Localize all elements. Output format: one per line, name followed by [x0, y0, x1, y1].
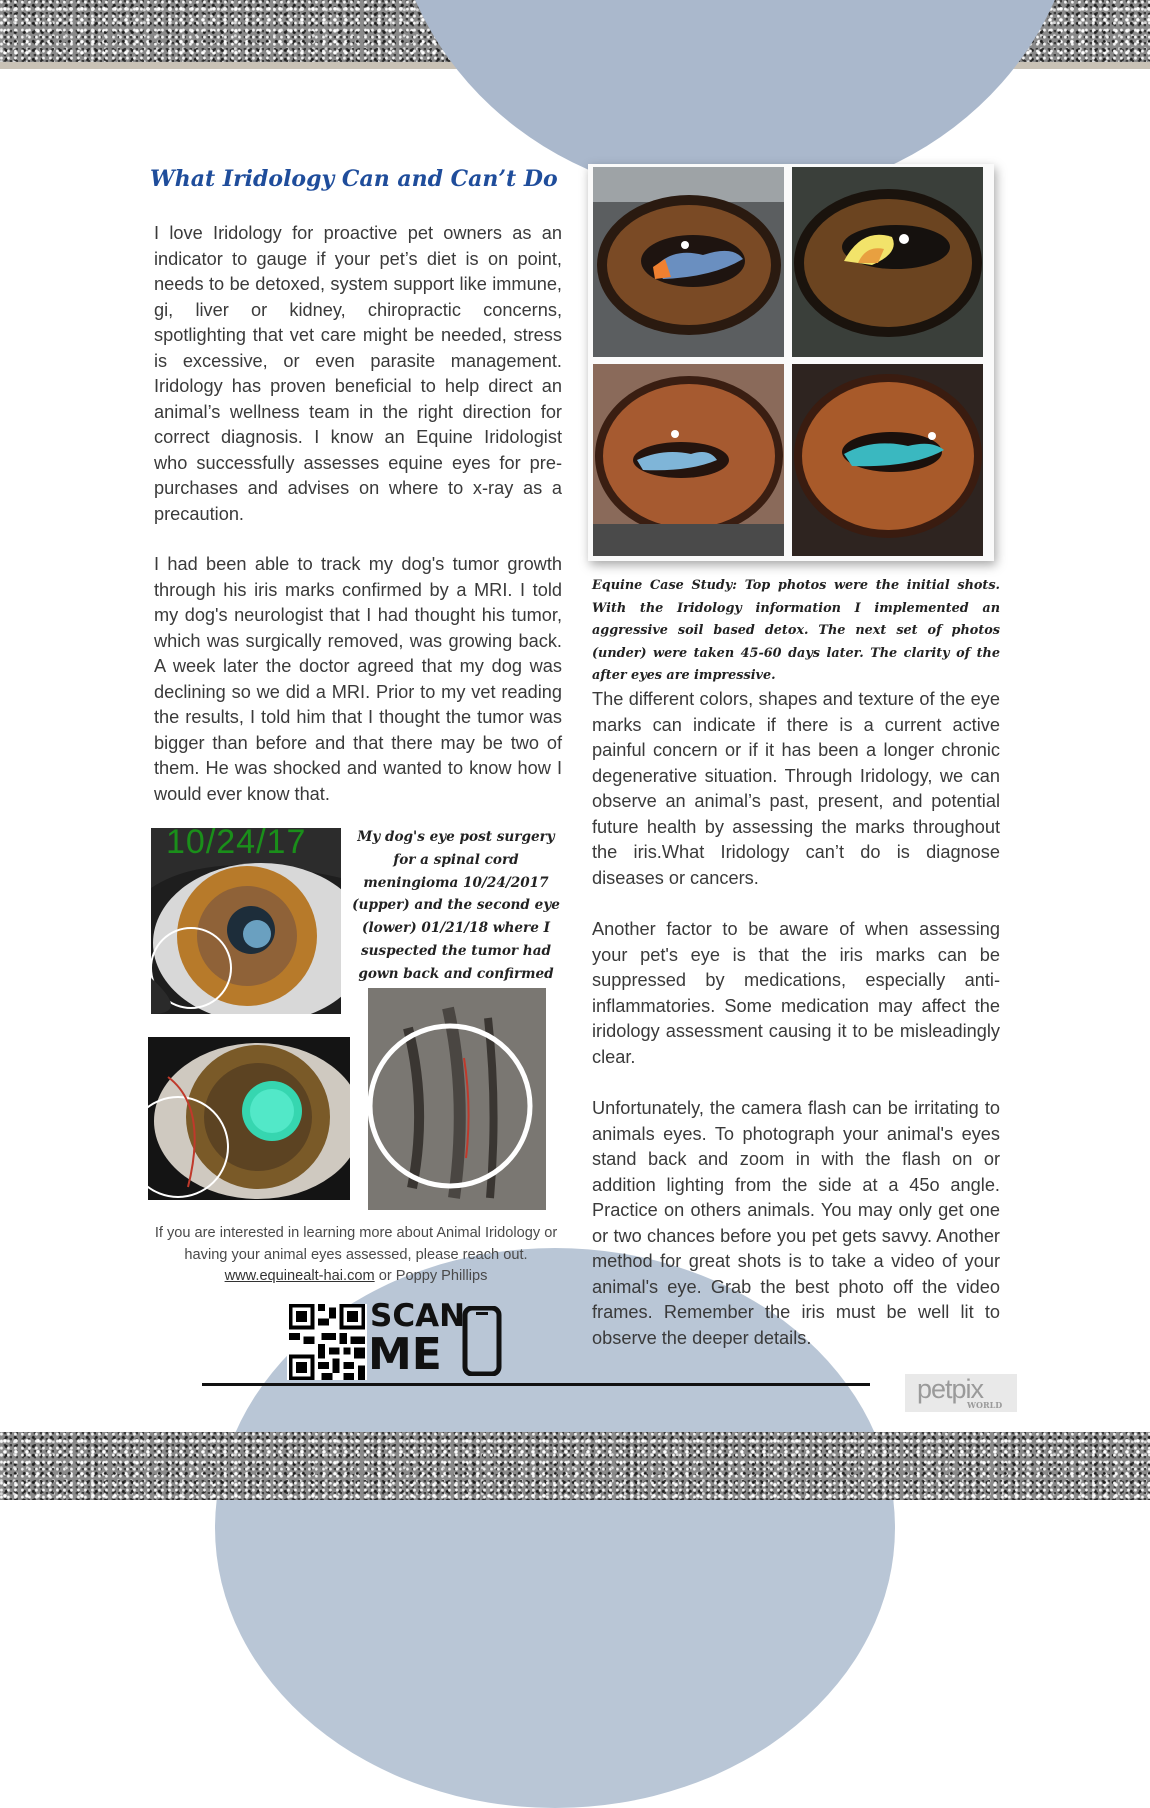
logo-brand: petpix — [917, 1374, 984, 1404]
logo-sub: WORLD — [967, 1400, 1003, 1410]
glitter-border-bottom — [0, 1432, 1150, 1500]
contact-name: or Poppy Phillips — [374, 1268, 488, 1284]
footer-divider — [202, 1383, 870, 1386]
paragraph-dog-story: I had been able to track my dog's tumor growth through his iris marks confirmed by a MRI. I told my dog's neurologist that I had thought his tumor, which was surgically removed, was growing back. A week later the doctor agreed that my dog was declining so we did a MRI. Prior to my vet reading the results, I told him that I thought the tumor was bigger than before and that there may be two of them. He was shocked and wanted to know how I would ever know that. — [154, 554, 562, 804]
paragraph-intro: I love Iridology for proactive pet owners as an indicator to gauge if your pet’s diet is on point, needs to be detoxed, system support like immune, gi, liver or kidney, chiropractic concerns, spotlighting that vet care might be needed, stress is excessive, or even parasite management. Iridology has proven beneficial to help direct an animal’s wellness team in the right direction for correct diagnosis. I know an Equine Iridologist who successfully assesses equine eyes for pre-purchases and advises on where to x-ray as a precaution. — [154, 223, 562, 524]
paragraph-camera-flash: Unfortunately, the camera flash can be irritating to animals eyes. To photograph your animal's eyes stand back and zoom in with the flash on or addition lighting from the side at a 45o angle. Practice on others animals. You may only get one or two chances before you pet gets savvy. Another method for great shots is to take a video of your animal's eye. Grab the best photo off the video frames. Remember the iris must be well lit to observe the deeper details. — [592, 1098, 1000, 1348]
paragraph-eye-marks: The different colors, shapes and texture of the eye marks can indicate if there is a current active painful concern or if it has been a longer chronic degenerative situation. Through Iridology, we can observe an animal’s past, present, and potential future health by assessing the marks throughout the iris.What Iridology can’t do is diagnose diseases or cancers. — [592, 689, 1000, 888]
equine-case-study-caption: Equine Case Study: Top photos were the initial shots. With the Iridology information I implemented an aggressive soil based detox. The next set of photos (under) were taken 45-60 days later. The clarity of the after eyes are impressive. — [592, 578, 1000, 683]
paragraph-medications: Another factor to be aware of when assessing your pet's eye is that the iris marks can be suppressed by medications, especially anti-inflammatories. Some medication may affect the iridology assessment causing it to be misleadingly clear. — [592, 919, 1000, 1067]
article-title: What Iridology Can and Can’t Do — [150, 166, 558, 192]
smartphone-icon — [462, 1306, 502, 1376]
qr-code-icon[interactable] — [287, 1304, 367, 1380]
mri-scan-photo — [368, 988, 546, 1210]
website-link[interactable]: www.equinealt-hai.com — [224, 1268, 375, 1284]
equine-eye-photo-before-2 — [792, 167, 983, 357]
photo-date-stamp: 10/24/17 — [166, 823, 307, 861]
petpix-world-logo — [905, 1374, 1017, 1412]
me-label: ME — [368, 1329, 442, 1380]
equine-eye-photo-grid — [588, 164, 994, 561]
dog-eye-caption: My dog's eye post surgery for a spinal cord meningioma 10/24/2017 (upper) and the second eye (lower) 01/21/18 where I suspected the tumor had gown back and confirmed — [352, 829, 560, 982]
contact-info — [140, 1223, 572, 1288]
contact-message: If you are interested in learning more about Animal Iridology or having your animal eyes assessed, please reach out. — [154, 1225, 558, 1263]
equine-eye-photo-after-1 — [593, 364, 784, 556]
equine-eye-photo-after-2 — [792, 364, 983, 556]
dog-eye-photo-lower — [148, 1037, 350, 1200]
equine-eye-photo-before-1 — [593, 167, 784, 357]
scan-label: SCAN — [370, 1298, 466, 1334]
